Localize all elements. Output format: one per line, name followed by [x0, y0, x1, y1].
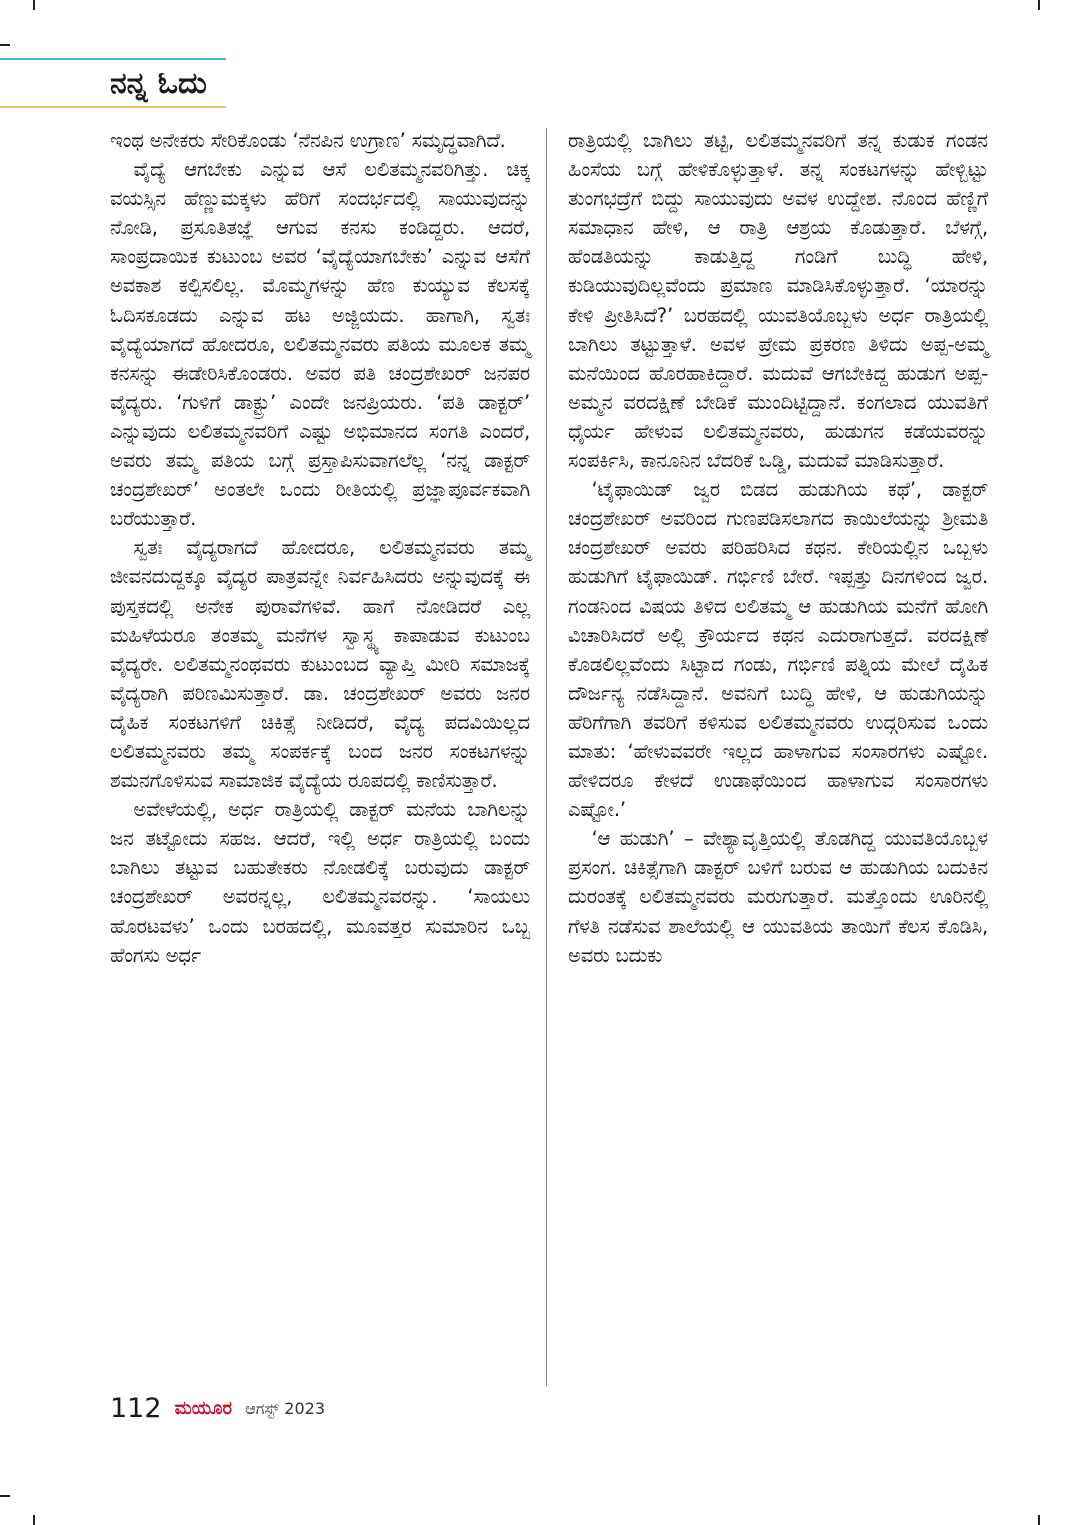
- paragraph: ‘ಟೈಫಾಯಿಡ್ ಜ್ವರ ಬಿಡದ ಹುಡುಗಿಯ ಕಥೆ’, ಡಾಕ್ಟರ್ ಚಂದ್ರಶೇಖರ್ ಅವರಿಂದ ಗುಣಪಡಿಸಲಾಗದ ಕಾಯಿಲೆಯನ್ನು ಶ್ರೀಮತಿ ಚಂದ್ರಶೇಖರ್ ಅವರು ಪರಿಹರಿಸಿದ ಕಥನ. ಕೇರಿಯಲ್ಲಿನ ಒಬ್ಬಳು ಹುಡುಗಿಗೆ ಟೈಫಾಯಿಡ್. ಗರ್ಭಿಣಿ ಬೇರೆ. ಇಪ್ಪತ್ತು ದಿನಗಳಿಂದ ಜ್ವರ. ಗಂಡನಿಂದ ವಿಷಯ ತಿಳಿದ ಲಲಿತಮ್ಮ ಆ ಹುಡುಗಿಯ ಮನೆಗೆ ಹೋಗಿ ವಿಚಾರಿಸಿದರೆ ಅಲ್ಲಿ ಕ್ರೌರ್ಯದ ಕಥನ ಎದುರಾಗುತ್ತದೆ. ವರದಕ್ಷಿಣೆ ಕೊಡಲಿಲ್ಲವೆಂದು ಸಿಟ್ಟಾದ ಗಂಡು, ಗರ್ಭಿಣಿ ಪತ್ನಿಯ ಮೇಲೆ ದೈಹಿಕ ದೌರ್ಜನ್ಯ ನಡೆಸಿದ್ದಾನೆ. ಅವನಿಗೆ ಬುದ್ಧಿ ಹೇಳಿ, ಆ ಹುಡುಗಿಯನ್ನು ಹೆರಿಗೆಗಾಗಿ ತವರಿಗೆ ಕಳಿಸುವ ಲಲಿತಮ್ಮನವರು ಉದ್ಗರಿಸುವ ಒಂದು ಮಾತು: ‘ಹೇಳುವವರೇ ಇಲ್ಲದ ಹಾಳಾಗುವ ಸಂಸಾರಗಳು ಎಷ್ಟೋ. ಹೇಳಿದರೂ ಕೇಳದೆ ಉಡಾಫೆಯಿಂದ ಹಾಳಾಗುವ ಸಂಸಾರಗಳು ಎಷ್ಟೋ.’: [568, 478, 988, 822]
- crop-mark: [1038, 1515, 1040, 1525]
- section-title: ನನ್ನ ಓದು: [110, 66, 207, 101]
- right-column: [568, 126, 988, 970]
- paragraph: ಇಂಥ ಅನೇಕರು ಸೇರಿಕೊಂಡು ‘ನೆನಪಿನ ಉಗ್ರಾಣ’ ಸಮೃದ್ಧವಾಗಿದೆ.: [110, 129, 506, 152]
- header-rule-top: [0, 58, 226, 60]
- page-footer: [110, 1393, 325, 1429]
- paragraph: ರಾತ್ರಿಯಲ್ಲಿ ಬಾಗಿಲು ತಟ್ಟಿ, ಲಲಿತಮ್ಮನವರಿಗೆ ತನ್ನ ಕುಡುಕ ಗಂಡನ ಹಿಂಸೆಯ ಬಗ್ಗೆ ಹೇಳಿಕೊಳ್ಳುತ್ತಾಳೆ. ತನ್ನ ಸಂಕಟಗಳನ್ನು ಹೇಳ್ಬಿಟ್ಟು ತುಂಗಭದ್ರೆಗೆ ಬಿದ್ದು ಸಾಯುವುದು ಅವಳ ಉದ್ದೇಶ. ನೊಂದ ಹೆಣ್ಣಿಗೆ ಸಮಾಧಾನ ಹೇಳಿ, ಆ ರಾತ್ರಿ ಆಶ್ರಯ ಕೊಡುತ್ತಾರೆ. ಬೆಳಗ್ಗೆ, ಹೆಂಡತಿಯನ್ನು ಕಾಡುತ್ತಿದ್ದ ಗಂಡಿಗೆ ಬುದ್ಧಿ ಹೇಳಿ, ಕುಡಿಯುವುದಿಲ್ಲವೆಂದು ಪ್ರಮಾಣ ಮಾಡಿಸಿಕೊಳ್ಳುತ್ತಾರೆ. ‘ಯಾರನ್ನು ಕೇಳಿ ಪ್ರೀತಿಸಿದೆ?’ ಬರಹದಲ್ಲಿ ಯುವತಿಯೊಬ್ಬಳು ಅರ್ಧ ರಾತ್ರಿಯಲ್ಲಿ ಬಾಗಿಲು ತಟ್ಟುತ್ತಾಳೆ. ಅವಳ ಪ್ರೇಮ ಪ್ರಕರಣ ತಿಳಿದು ಅಪ್ಪ-ಅಮ್ಮ ಮನೆಯಿಂದ ಹೊರಹಾಕಿದ್ದಾರೆ. ಮದುವೆ ಆಗಬೇಕಿದ್ದ ಹುಡುಗ ಅಪ್ಪ-ಅಮ್ಮನ ವರದಕ್ಷಿಣೆ ಬೇಡಿಕೆ ಮುಂದಿಟ್ಟಿದ್ದಾನೆ. ಕಂಗಲಾದ ಯುವತಿಗೆ ಧೈರ್ಯ ಹೇಳುವ ಲಲಿತಮ್ಮನವರು, ಹುಡುಗನ ಕಡೆಯವರನ್ನು ಸಂಪರ್ಕಿಸಿ, ಕಾನೂನಿನ ಬೆದರಿಕೆ ಒಡ್ಡಿ, ಮದುವೆ ಮಾಡಿಸುತ್ತಾರೆ.: [568, 129, 988, 473]
- issue-date: ಆಗಸ್ಟ್ 2023: [245, 1398, 325, 1418]
- section-header: [0, 58, 226, 108]
- column-divider: [546, 128, 547, 1386]
- paragraph: ವೈದ್ಯೆ ಆಗಬೇಕು ಎನ್ನುವ ಆಸೆ ಲಲಿತಮ್ಮನವರಿಗಿತ್ತು. ಚಿಕ್ಕ ವಯಸ್ಸಿನ ಹೆಣ್ಣುಮಕ್ಕಳು ಹೆರಿಗೆ ಸಂದರ್ಭದಲ್ಲಿ ಸಾಯುವುದನ್ನು ನೋಡಿ, ಪ್ರಸೂತಿತಜ್ಞೆ ಆಗುವ ಕನಸು ಕಂಡಿದ್ದರು. ಆದರೆ, ಸಾಂಪ್ರದಾಯಿಕ ಕುಟುಂಬ ಅವರ ‘ವೈದ್ಯೆಯಾಗಬೇಕು’ ಎನ್ನುವ ಆಸೆಗೆ ಅವಕಾಶ ಕಲ್ಪಿಸಲಿಲ್ಲ. ಮೊಮ್ಮಗಳನ್ನು ಹೆಣ ಕುಯ್ಯುವ ಕೆಲಸಕ್ಕೆ ಓದಿಸಕೂಡದು ಎನ್ನುವ ಹಟ ಅಜ್ಜಿಯದು. ಹಾಗಾಗಿ, ಸ್ವತಃ ವೈದ್ಯೆಯಾಗದೆ ಹೋದರೂ, ಲಲಿತಮ್ಮನವರು ಪತಿಯ ಮೂಲಕ ತಮ್ಮ ಕನಸನ್ನು ಈಡೇರಿಸಿಕೊಂಡರು. ಅವರ ಪತಿ ಚಂದ್ರಶೇಖರ್ ಜನಪರ ವೈದ್ಯರು. ‘ಗುಳಿಗೆ ಡಾಕ್ಟ್ರು’ ಎಂದೇ ಜನಪ್ರಿಯರು. ‘ಪತಿ ಡಾಕ್ಟರ್’ ಎನ್ನುವುದು ಲಲಿತಮ್ಮನವರಿಗೆ ಎಷ್ಟು ಅಭಿಮಾನದ ಸಂಗತಿ ಎಂದರೆ, ಅವರು ತಮ್ಮ ಪತಿಯ ಬಗ್ಗೆ ಪ್ರಸ್ತಾಪಿಸುವಾಗಲೆಲ್ಲ ‘ನನ್ನ ಡಾಕ್ಟರ್ ಚಂದ್ರಶೇಖರ್’ ಅಂತಲೇ ಒಂದು ರೀತಿಯಲ್ಲಿ ಪ್ರಜ್ಞಾಪೂರ್ವಕವಾಗಿ ಬರೆಯುತ್ತಾರೆ.: [110, 158, 530, 531]
- crop-mark: [0, 44, 10, 46]
- paragraph: ‘ಆ ಹುಡುಗಿ’ – ವೇಶ್ಯಾವೃತ್ತಿಯಲ್ಲಿ ತೊಡಗಿದ್ದ ಯುವತಿಯೊಬ್ಬಳ ಪ್ರಸಂಗ. ಚಿಕಿತ್ಸೆಗಾಗಿ ಡಾಕ್ಟರ್ ಬಳಿಗೆ ಬರುವ ಆ ಹುಡುಗಿಯ ಬದುಕಿನ ದುರಂತಕ್ಕೆ ಲಲಿತಮ್ಮನವರು ಮರುಗುತ್ತಾರೆ. ಮತ್ತೊಂದು ಊರಿನಲ್ಲಿ ಗೆಳತಿ ನಡೆಸುವ ಶಾಲೆಯಲ್ಲಿ ಆ ಯುವತಿಯ ತಾಯಿಗೆ ಕೆಲಸ ಕೊಡಿಸಿ, ಅವರು ಬದುಕು: [568, 827, 988, 967]
- paragraph: ಅವೇಳೆಯಲ್ಲಿ, ಅರ್ಧ ರಾತ್ರಿಯಲ್ಲಿ ಡಾಕ್ಟರ್ ಮನೆಯ ಬಾಗಿಲನ್ನು ಜನ ತಟ್ಟೋದು ಸಹಜ. ಆದರೆ, ಇಲ್ಲಿ ಅರ್ಧ ರಾತ್ರಿಯಲ್ಲಿ ಬಂದು ಬಾಗಿಲು ತಟ್ಟುವ ಬಹುತೇಕರು ನೋಡಲಿಕ್ಕೆ ಬರುವುದು ಡಾಕ್ಟರ್ ಚಂದ್ರಶೇಖರ್ ಅವರನ್ನಲ್ಲ, ಲಲಿತಮ್ಮನವರನ್ನು. ‘ಸಾಯಲು ಹೊರಟವಳು’ ಒಂದು ಬರಹದಲ್ಲಿ, ಮೂವತ್ತರ ಸುಮಾರಿನ ಒಬ್ಬ ಹೆಂಗಸು ಅರ್ಧ: [110, 798, 530, 967]
- crop-mark: [33, 0, 35, 10]
- header-rule-bottom: [0, 106, 226, 108]
- crop-mark: [1038, 0, 1040, 10]
- left-column: [110, 126, 530, 970]
- page-number: 112: [110, 1393, 162, 1424]
- paragraph: ಸ್ವತಃ ವೈದ್ಯರಾಗದೆ ಹೋದರೂ, ಲಲಿತಮ್ಮನವರು ತಮ್ಮ ಜೀವನದುದ್ದಕ್ಕೂ ವೈದ್ಯರ ಪಾತ್ರವನ್ನೇ ನಿರ್ವಹಿಸಿದರು ಅನ್ನುವುದಕ್ಕೆ ಈ ಪುಸ್ತಕದಲ್ಲಿ ಅನೇಕ ಪುರಾವೆಗಳಿವೆ. ಹಾಗೆ ನೋಡಿದರೆ ಎಲ್ಲ ಮಹಿಳೆಯರೂ ತಂತಮ್ಮ ಮನೆಗಳ ಸ್ವಾಸ್ಥ್ಯ ಕಾಪಾಡುವ ಕುಟುಂಬ ವೈದ್ಯರೇ. ಲಲಿತಮ್ಮನಂಥವರು ಕುಟುಂಬದ ವ್ಯಾಪ್ತಿ ಮೀರಿ ಸಮಾಜಕ್ಕೆ ವೈದ್ಯರಾಗಿ ಪರಿಣಮಿಸುತ್ತಾರೆ. ಡಾ. ಚಂದ್ರಶೇಖರ್ ಅವರು ಜನರ ದೈಹಿಕ ಸಂಕಟಗಳಿಗೆ ಚಿಕಿತ್ಸೆ ನೀಡಿದರೆ, ವೈದ್ಯ ಪದವಿಯಿಲ್ಲದ ಲಲಿತಮ್ಮನವರು ತಮ್ಮ ಸಂಪರ್ಕಕ್ಕೆ ಬಂದ ಜನರ ಸಂಕಟಗಳನ್ನು ಶಮನಗೊಳಿಸುವ ಸಾಮಾಜಿಕ ವೈದ್ಯೆಯ ರೂಪದಲ್ಲಿ ಕಾಣಿಸುತ್ತಾರೆ.: [110, 536, 530, 793]
- magazine-logo: ಮಯೂರ: [174, 1398, 233, 1419]
- crop-mark: [0, 1495, 10, 1497]
- crop-mark: [33, 1515, 35, 1525]
